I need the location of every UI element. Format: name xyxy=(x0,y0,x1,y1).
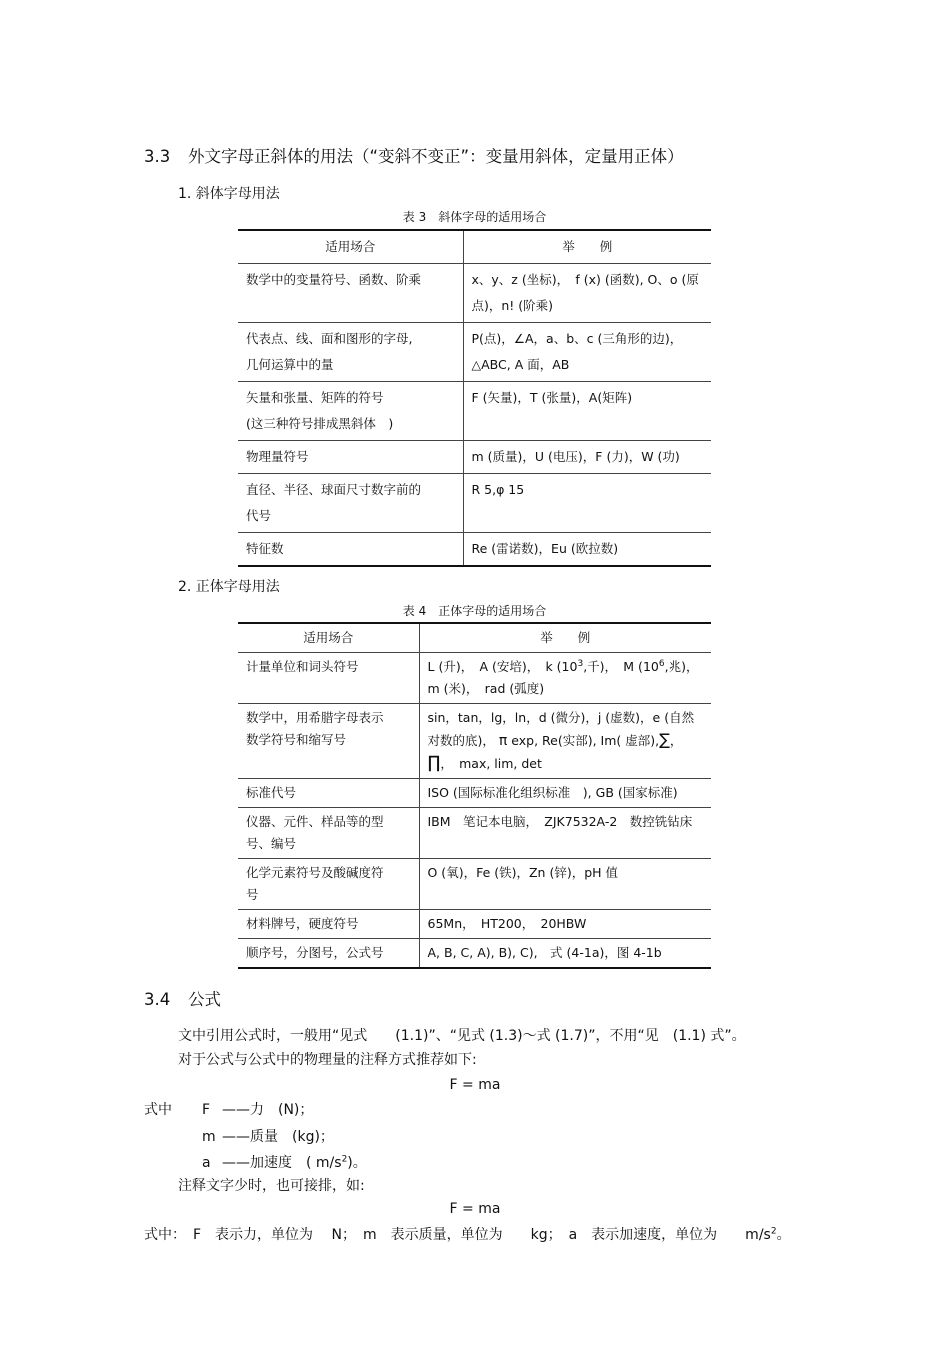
table-cell xyxy=(238,441,463,474)
table4-header-row xyxy=(238,623,711,653)
table-cell xyxy=(419,653,711,704)
table-row xyxy=(238,382,711,441)
table4-caption-wrap xyxy=(238,602,711,619)
cell-text: F (矢量)，T (张量)，A(矩阵) xyxy=(471,390,633,405)
note-tail: )。 xyxy=(347,1155,367,1171)
table-cell xyxy=(463,441,711,474)
table-header-cell: 举 例 xyxy=(463,230,711,264)
text-run: exp, Re(实部), Im( 虚部), xyxy=(511,733,660,748)
table-cell xyxy=(238,533,463,567)
table-cell xyxy=(419,910,711,939)
cell-text: O (氧)，Fe (铁)，Zn (锌)，pH 值 xyxy=(427,865,619,880)
sum-symbol: ∑ xyxy=(659,730,670,749)
cell-text: 数学符号和缩写号 xyxy=(246,732,347,747)
section-number: 3.4 xyxy=(144,990,171,1009)
cell-text: △ABC, A 面，AB xyxy=(471,357,570,372)
table-header-cell: 适用场合 xyxy=(238,623,419,653)
product-symbol: ∏ xyxy=(427,753,441,773)
table-cell xyxy=(238,939,419,969)
table-row xyxy=(238,859,711,910)
cell-text: sin，tan，lg，ln，d (微分)，j (虚数)，e (自然 xyxy=(427,710,695,725)
pi-symbol: π xyxy=(498,733,508,749)
cell-text xyxy=(428,752,704,775)
table-row xyxy=(238,533,711,567)
table-cell xyxy=(238,779,419,808)
paragraph: 文中引用公式时，一般用“见式 (1.1)”、“见式 (1.3)～式 (1.7)”，不用“见 (1.1) 式”。 xyxy=(178,1028,746,1044)
section-number: 3.3 xyxy=(144,147,171,166)
section-3-4-heading xyxy=(144,986,221,1010)
cell-text: 点)，n! (阶乘) xyxy=(471,298,554,313)
cell-text: 计量单位和词头符号 xyxy=(246,659,359,674)
note-line xyxy=(202,1099,313,1119)
cell-text: 仪器、元件、样品等的型 xyxy=(246,814,384,829)
table-cell xyxy=(238,704,419,779)
table-row xyxy=(238,264,711,323)
cell-text: Re (雷诺数)，Eu (欧拉数) xyxy=(471,541,619,556)
cell-text: 材料牌号，硬度符号 xyxy=(246,916,359,931)
table-cell xyxy=(463,382,711,441)
section-title: 外文字母正斜体的用法（“变斜不变正”：变量用斜体，定量用正体） xyxy=(188,147,684,166)
table-cell xyxy=(238,910,419,939)
table-cell xyxy=(463,264,711,323)
cell-text: 号 xyxy=(246,887,259,902)
subsection-1-heading: 1. 斜体字母用法 xyxy=(178,186,280,202)
formula-wrap xyxy=(0,1077,950,1093)
table4 xyxy=(238,622,711,969)
cell-text: 代表点、线、面和图形的字母, xyxy=(246,331,413,346)
where-label: 式中 xyxy=(144,1102,172,1118)
cell-text: 65Mn， HT200， 20HBW xyxy=(427,916,587,931)
cell-text: m (米)， rad (弧度) xyxy=(427,681,545,696)
cell-text: 矢量和张量、矩阵的符号 xyxy=(246,390,384,405)
cell-text: 化学元素符号及酸碱度符 xyxy=(246,865,384,880)
table-cell xyxy=(238,264,463,323)
superscript: 2 xyxy=(341,1154,348,1165)
cell-text: IBM 笔记本电脑， ZJK7532A-2 数控铣钻床 xyxy=(427,814,693,829)
inline-note-tail: 。 xyxy=(776,1227,791,1243)
section-3-3-heading xyxy=(144,143,684,167)
table-row xyxy=(238,653,711,704)
table-cell xyxy=(238,653,419,704)
cell-text: 代号 xyxy=(246,508,272,523)
table3-caption-wrap xyxy=(238,208,711,225)
paragraph: 注释文字少时，也可接排，如: xyxy=(178,1178,365,1194)
cell-text: P(点)，∠A，a、b、c (三角形的边)， xyxy=(471,331,683,346)
table3 xyxy=(238,229,711,567)
table-row xyxy=(238,910,711,939)
table-row xyxy=(238,441,711,474)
table-header-cell: 适用场合 xyxy=(238,230,463,264)
note-description: ——质量 (kg)； xyxy=(222,1129,334,1145)
note-symbol: F xyxy=(202,1102,211,1118)
table-cell xyxy=(419,859,711,910)
paragraph: 对于公式与公式中的物理量的注释方式推荐如下: xyxy=(178,1052,477,1068)
note-symbol: a xyxy=(202,1155,211,1171)
cell-text xyxy=(428,656,704,678)
superscript: 2 xyxy=(770,1226,777,1237)
table-cell xyxy=(238,323,463,382)
inline-note-text: 式中： F 表示力，单位为 N； m 表示质量，单位为 kg； a 表示加速度，单位为 m/s xyxy=(144,1227,771,1243)
table-cell xyxy=(419,704,711,779)
table-row xyxy=(238,474,711,533)
cell-text: 数学中，用希腊字母表示 xyxy=(246,710,384,725)
text-run: L (升)， A (安培)， k (10 xyxy=(427,659,578,674)
table-cell xyxy=(419,939,711,969)
inline-note xyxy=(144,1224,791,1244)
table-cell xyxy=(238,382,463,441)
table-row xyxy=(238,939,711,969)
formula: F = ma xyxy=(449,1201,501,1217)
note-description: ——力 (N)； xyxy=(222,1102,314,1118)
superscript: 3 xyxy=(577,658,584,669)
text-run: 对数的底)， xyxy=(427,733,495,748)
cell-text: (这三种符号排成黑斜体 ) xyxy=(246,416,394,431)
note-symbol: m xyxy=(202,1129,216,1145)
table-cell xyxy=(463,474,711,533)
table-cell xyxy=(238,474,463,533)
note-line xyxy=(202,1152,367,1172)
cell-text: 数学中的变量符号、函数、阶乘 xyxy=(246,272,422,287)
cell-text: 物理量符号 xyxy=(246,449,309,464)
formula-wrap xyxy=(0,1201,950,1217)
cell-text: A, B, C, A), B), C), 式 (4-1a)，图 4-1b xyxy=(427,945,662,960)
superscript: 6 xyxy=(658,658,665,669)
cell-text: 特征数 xyxy=(246,541,284,556)
note-description: ——加速度 ( m/s xyxy=(222,1155,342,1171)
table-cell xyxy=(419,808,711,859)
table-cell xyxy=(463,323,711,382)
table-row xyxy=(238,704,711,779)
text-run: ， xyxy=(669,733,683,748)
subsection-2-heading: 2. 正体字母用法 xyxy=(178,579,280,595)
table-cell xyxy=(238,808,419,859)
table3-caption: 表 3 斜体字母的适用场合 xyxy=(402,210,547,224)
table-header-cell: 举 例 xyxy=(419,623,711,653)
table-row xyxy=(238,779,711,808)
formula: F = ma xyxy=(449,1077,501,1093)
text-run: ,千)， M (10 xyxy=(583,659,659,674)
text-run: ,兆)， xyxy=(664,659,699,674)
cell-text xyxy=(428,729,704,752)
cell-text: R 5,φ 15 xyxy=(471,482,525,497)
cell-text: m (质量)，U (电压)，F (力)，W (功) xyxy=(471,449,680,464)
cell-text: ISO (国际标准化组织标准 ), GB (国家标准) xyxy=(427,785,678,800)
table-row xyxy=(238,323,711,382)
table4-caption: 表 4 正体字母的适用场合 xyxy=(402,604,547,618)
cell-text: 顺序号，分图号，公式号 xyxy=(246,945,384,960)
table-cell xyxy=(419,779,711,808)
cell-text: 几何运算中的量 xyxy=(246,357,334,372)
cell-text: 直径、半径、球面尺寸数字前的 xyxy=(246,482,422,497)
table-row xyxy=(238,808,711,859)
text-run: ， max, lim, det xyxy=(440,756,542,771)
table3-header-row xyxy=(238,230,711,264)
table-cell xyxy=(463,533,711,567)
cell-text: 标准代号 xyxy=(246,785,297,800)
note-line xyxy=(202,1126,334,1146)
cell-text: 号、编号 xyxy=(246,836,297,851)
section-title: 公式 xyxy=(188,990,221,1009)
table-cell xyxy=(238,859,419,910)
cell-text: x、y、z (坐标)， f (x) (函数), O、o (原 xyxy=(471,272,699,287)
